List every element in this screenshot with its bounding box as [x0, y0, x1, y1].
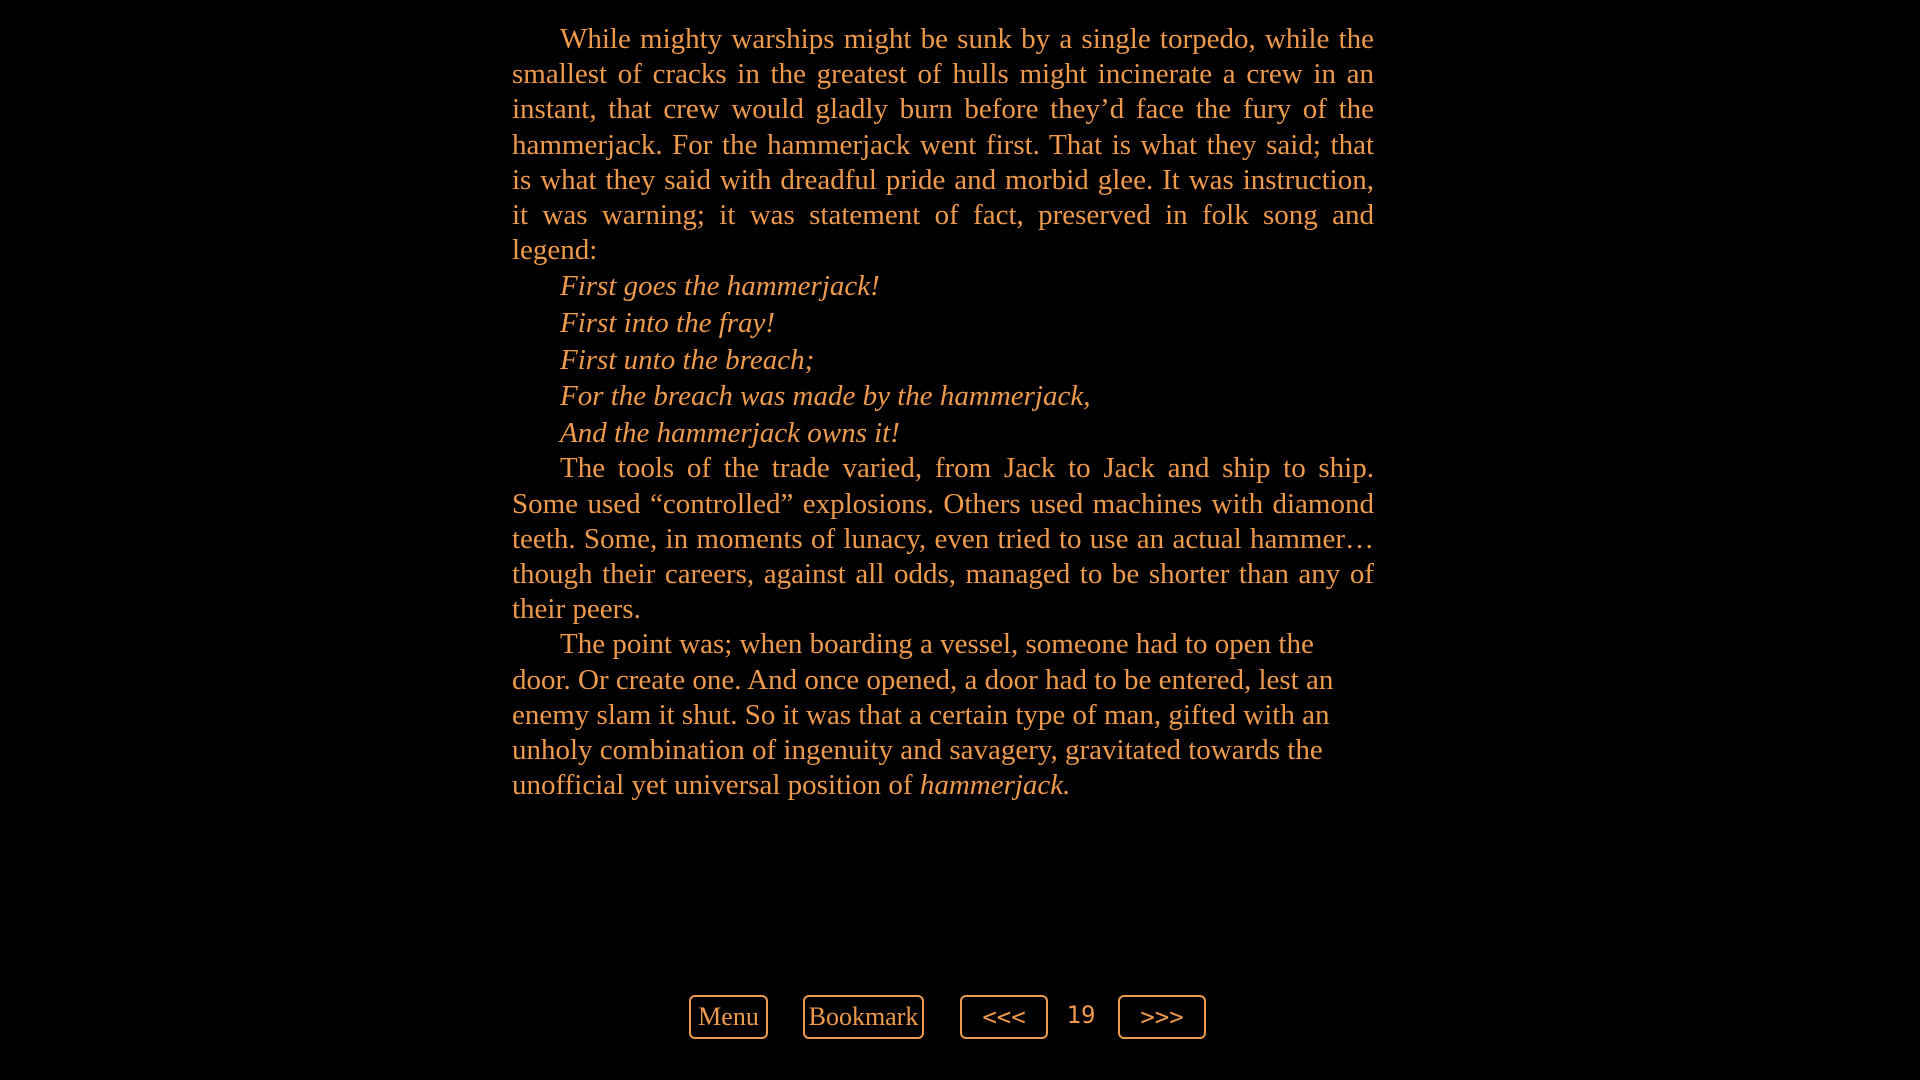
- paragraph-text: The point was; when boarding a vessel, someone had to open the door. Or create one. And once opened, a door had to be entered, lest an enemy slam it shut. So it was that a certain type of man, gifted with an unholy combination of ingenuity and savagery, gravitated towards the unofficial yet universal position of: [512, 628, 1334, 802]
- verse-line: First goes the hammerjack!: [560, 270, 880, 303]
- next-page-button[interactable]: >>>: [1118, 995, 1206, 1039]
- paragraph: The tools of the trade varied, from Jack to Jack and ship to ship. Some used “controlled” explosions. Others used machines with diamond teeth. Some, in moments of lunacy, even tried to use an actual hammer… though their careers, against all odds, managed to be shorter than any of their peers.: [512, 452, 1374, 626]
- paragraph: While mighty warships might be sunk by a single torpedo, while the smallest of cracks in the greatest of hulls might incinerate a crew in an instant, that crew would gladly burn before they’d face the fury of the hammerjack. For the hammerjack went first. That is what they said; that is what they said with dreadful pride and morbid glee. It was instruction, it was warning; it was statement of fact, preserved in folk song and legend:: [512, 23, 1374, 267]
- previous-page-button[interactable]: <<<: [960, 995, 1048, 1039]
- verse-block: [512, 268, 1374, 451]
- menu-button[interactable]: Menu: [689, 995, 768, 1039]
- verse-line: And the hammerjack owns it!: [560, 416, 900, 449]
- text-column: [512, 22, 1374, 803]
- paragraph: [512, 627, 1374, 803]
- verse-line: First unto the breach;: [560, 343, 815, 376]
- navigation-bar: [0, 995, 1920, 1039]
- emphasized-word: hammerjack.: [919, 769, 1071, 802]
- bookmark-button[interactable]: Bookmark: [803, 995, 924, 1039]
- verse-line: First into the fray!: [560, 307, 776, 340]
- verse-line: For the breach was made by the hammerjack,: [560, 380, 1091, 413]
- page-number: 19: [1066, 1001, 1096, 1029]
